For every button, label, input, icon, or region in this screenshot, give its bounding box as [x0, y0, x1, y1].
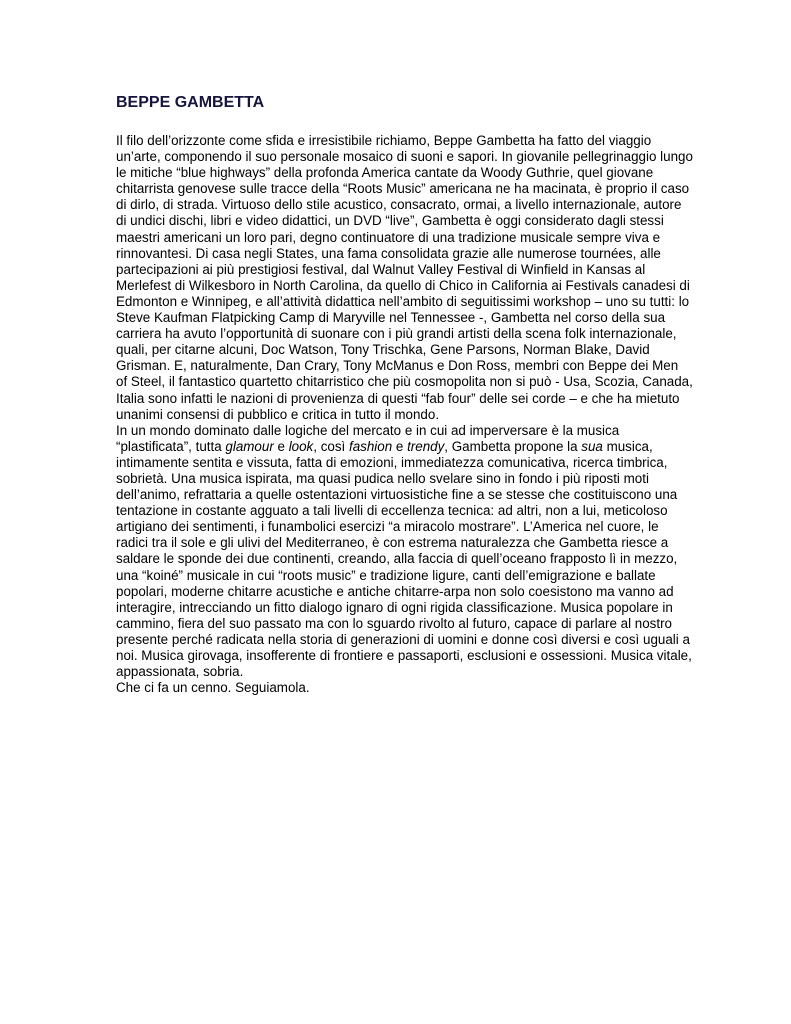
text-run: e: [273, 438, 289, 454]
text-line: artigiano dei sentimenti, i funambolici esercizi “a miracolo mostrare”. L’America nel cuore, le: [116, 519, 659, 535]
text-line: chitarrista genovese sulle tracce della “Roots Music” americana ne ha macinata, è proprio il caso: [116, 181, 690, 197]
text-line: Edmonton e Winnipeg, e all’attività didattica nell’ambito di seguitissimi workshop – uno su tutti: lo: [116, 293, 690, 309]
text-line: In un mondo dominato dalle logiche del mercato e in cui ad imperversare è la musica: [116, 422, 620, 438]
italic-run: trendy: [407, 438, 445, 454]
text-line: carriera ha avuto l’opportunità di suonare con i più grandi artisti della scena folk internazionale,: [116, 326, 677, 342]
text-line: le mitiche “blue highways” della profonda America cantate da Woody Guthrie, quel giovane: [116, 165, 654, 181]
closing-line: [116, 680, 688, 696]
text-line: Merlefest di Wilkesboro in North Carolina, da quello di Chico in California ai Festivals canadesi di: [116, 277, 690, 293]
italic-run: glamour: [225, 438, 274, 454]
text-line: cammino, fiera del suo passato ma con lo sguardo rivolto al futuro, capace di parlare al nostro: [116, 615, 673, 631]
paragraph-1: [116, 133, 693, 423]
text-line: quali, per citarne alcuni, Doc Watson, Tony Trischka, Gene Parsons, Norman Blake, David: [116, 342, 650, 358]
text-line: Italia sono infatti le nazioni di provenienza di questi “fab four” delle sei corde – e che ha mietuto: [116, 390, 680, 406]
text-line: of Steel, il fantastico quartetto chitarristico che più cosmopolita non si può - Usa, Scozia, Canada,: [116, 374, 693, 390]
text-line: intimamente sentita e vissuta, fatta di emozioni, immediatezza comunicativa, ricerca timbrica,: [116, 454, 668, 470]
text-line: di dirlo, di strada. Virtuoso dello stile acustico, consacrato, ormai, a livello internazionale, autore: [116, 197, 682, 213]
text-run: , così: [313, 438, 349, 454]
italic-run: fashion: [349, 438, 393, 454]
text-line: popolari, moderne chitarre acustiche e antiche chitarre-arpa non solo coesistono ma vanno ad: [116, 583, 674, 599]
text-line: partecipazioni ai più prestigiosi festival, dal Walnut Valley Festival di Winfield in Kansas al: [116, 261, 646, 277]
text-line: rinnovantesi. Di casa negli States, una fama consolidata grazie alle numerose tournées, alle: [116, 245, 661, 261]
text-line: un’arte, componendo il suo personale mosaico di suoni e sapori. In giovanile pellegrinaggio lungo: [116, 149, 693, 165]
text-line: tentazione in costante agguato a tali livelli di eccellenza tecnica: ad altri, non a lui, meticoloso: [116, 503, 668, 519]
text-line: saldare le sponde dei due continenti, creando, alla faccia di quell’oceano frapposto lì in mezzo,: [116, 551, 678, 567]
text-run: e: [392, 438, 408, 454]
text-line: Steve Kaufman Flatpicking Camp di Maryville nel Tennessee -, Gambetta nel corso della sua: [116, 310, 666, 326]
text-run: , Gambetta propone la: [444, 438, 582, 454]
text-line: presente perché radicata nella storia di generazioni di uomini e donne così diversi e così uguali a: [116, 631, 690, 647]
text-line: maestri americani un loro pari, degno continuatore di una tradizione musicale sempre viva e: [116, 229, 661, 245]
italic-run: sua: [581, 438, 603, 454]
text-line: Che ci fa un cenno. Seguiamola.: [116, 680, 310, 696]
text-line: Il filo dell’orizzonte come sfida e irresistibile richiamo, Beppe Gambetta ha fatto del viaggio: [116, 133, 652, 148]
document-page: [116, 94, 693, 696]
document-body: [116, 133, 693, 696]
italic-run: look: [288, 438, 314, 454]
paragraph-2: [116, 422, 692, 681]
text-line: interagire, intrecciando un fitto dialogo ignaro di ogni rigida classificazione. Musica popolare in: [116, 599, 673, 615]
text-line: unanimi consensi di pubblico e critica in tutto il mondo.: [116, 406, 440, 422]
text-line: dell’animo, refrattaria a quelle ostentazioni virtuosistiche fine a se stesse che costituiscono una: [116, 487, 678, 503]
document-title: BEPPE GAMBETTA: [116, 94, 265, 111]
text-line-mixed: [116, 439, 688, 455]
text-line: radici tra il sole e gli ulivi del Mediterraneo, è con estrema naturalezza che Gambetta riesce a: [116, 535, 669, 551]
text-run: “plastificata”, tutta: [116, 438, 226, 454]
text-line: noi. Musica girovaga, insofferente di frontiere e passaporti, esclusioni e ossessioni. Musica vitale,: [116, 648, 692, 663]
text-line: appassionata, sobria.: [116, 664, 244, 680]
text-line: di undici dischi, libri e video didattici, un DVD “live”, Gambetta è oggi considerato dagli stessi: [116, 213, 664, 229]
text-line: sobrietà. Una musica ispirata, ma quasi pudica nello svelare sino in fondo i più riposti moti: [116, 470, 649, 486]
text-line: Grisman. E, naturalmente, Dan Crary, Tony McManus e Don Ross, membri con Beppe dei Men: [116, 358, 679, 374]
text-line: una “koiné” musicale in cui “roots music” e tradizione ligure, canti dell’emigrazione e ballate: [116, 567, 656, 583]
text-run: musica,: [602, 438, 653, 454]
